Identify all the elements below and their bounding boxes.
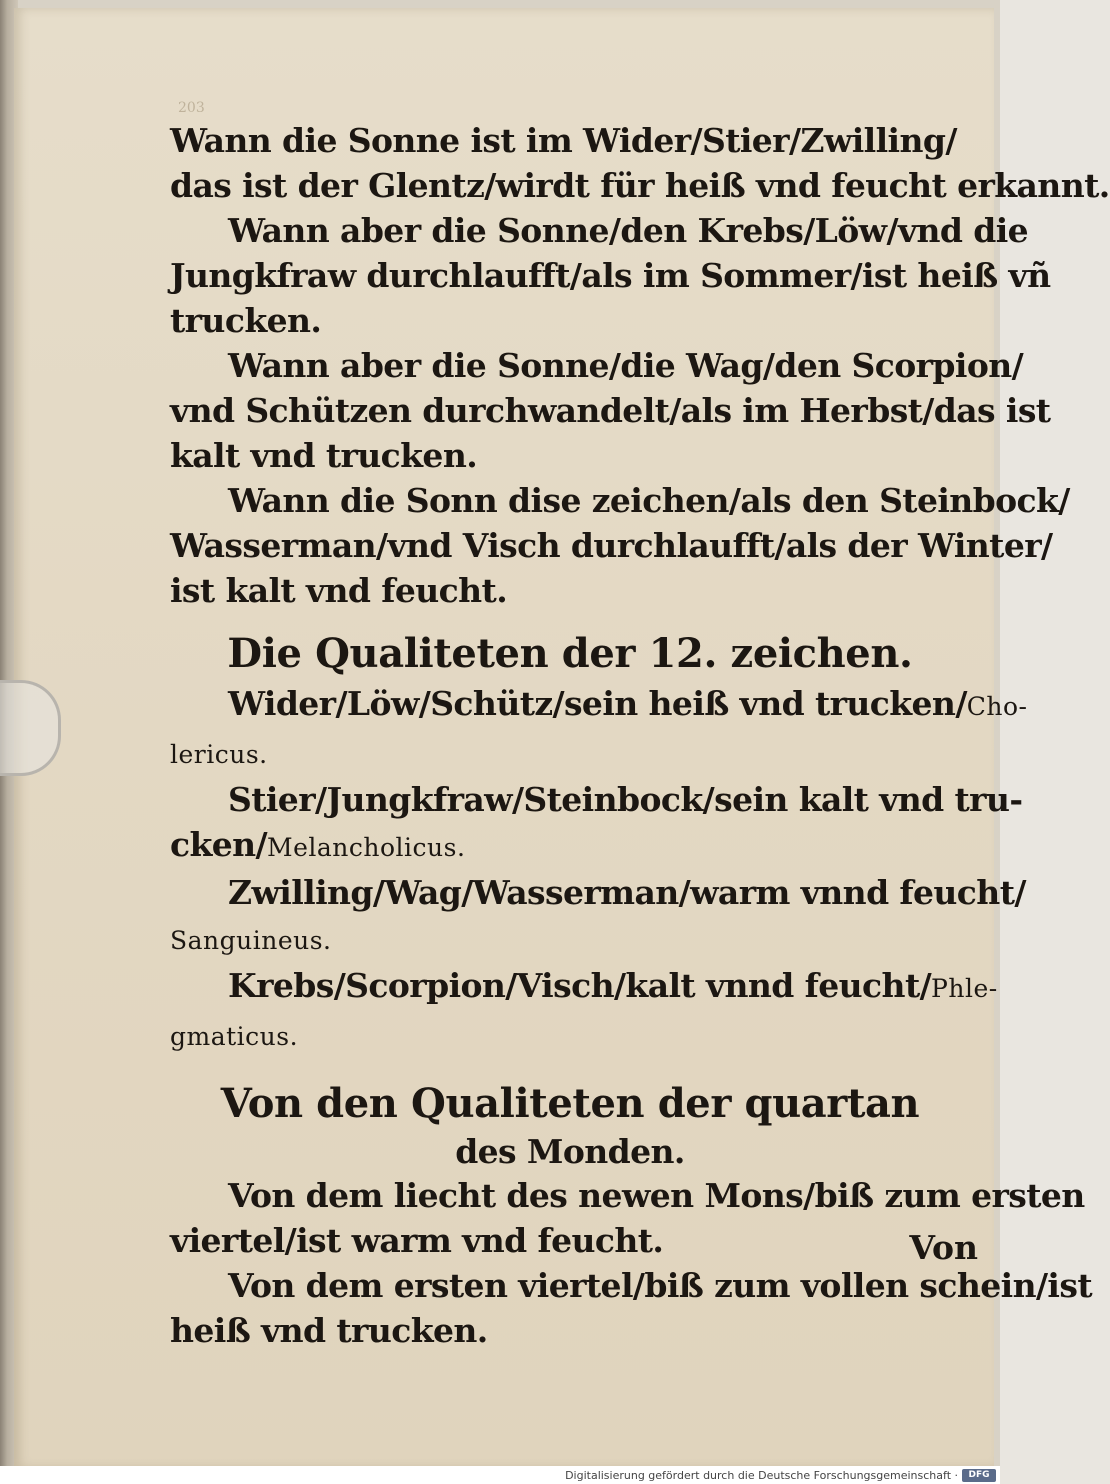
latin-term: Cho- [966, 692, 1028, 721]
text-line [170, 729, 970, 777]
latin-term: lericus. [170, 740, 268, 769]
text-line [170, 822, 970, 870]
text-line: Von dem liecht des newen Mons/biß zum ersten [228, 1176, 1085, 1215]
text-line: Wann aber die Sonne/die Wag/den Scorpion/ [228, 346, 1024, 385]
text-line: Wann aber die Sonne/den Krebs/Löw/vnd die [228, 211, 1029, 250]
text-line [170, 681, 1028, 729]
footer-bar [0, 1466, 1000, 1484]
text-fragment: cken/ [170, 825, 267, 864]
section-heading: Von den Qualiteten der quartan [220, 1080, 920, 1127]
text-line: Zwilling/Wag/Wasserman/warm vnnd feucht/ [228, 873, 1026, 912]
page-text [170, 118, 1110, 1353]
text-line: ist kalt vnd feucht. [170, 571, 508, 610]
text-line: Wann die Sonn dise zeichen/als den Steinbock/ [228, 481, 1070, 520]
text-line: Stier/Jungkfraw/Steinbock/sein kalt vnd tru- [228, 780, 1023, 819]
latin-term: Melancholicus. [267, 833, 466, 862]
footer-credit: Digitalisierung gefördert durch die Deutsche Forschungsgemeinschaft · [565, 1469, 958, 1482]
section-subheading: des Monden. [455, 1132, 685, 1171]
text-line: vnd Schützen durchwandelt/als im Herbst/das ist [170, 391, 1051, 430]
text-line: kalt vnd trucken. [170, 436, 478, 475]
catchword: Von [909, 1228, 978, 1267]
dfg-logo: DFG [962, 1469, 996, 1482]
latin-term: Phle- [931, 974, 998, 1003]
text-fragment: Wider/Löw/Schütz/sein heiß vnd trucken/ [228, 684, 967, 723]
text-line: trucken. [170, 301, 322, 340]
text-line [170, 963, 998, 1011]
text-line: Jungkfraw durchlaufft/als im Sommer/ist heiß vñ [170, 256, 1051, 295]
text-line: Wann die Sonne ist im Wider/Stier/Zwilling/ [170, 121, 957, 160]
text-line: das ist der Glentz/wirdt für heiß vnd feucht erkannt. [170, 166, 1110, 205]
latin-term: gmaticus. [170, 1022, 299, 1051]
text-line: viertel/ist warm vnd feucht. [170, 1221, 664, 1260]
text-line: Von dem ersten viertel/biß zum vollen schein/ist [228, 1266, 1092, 1305]
section-heading: Die Qualiteten der 12. zeichen. [227, 630, 913, 677]
text-fragment: Krebs/Scorpion/Visch/kalt vnnd feucht/ [228, 966, 932, 1005]
text-line: heiß vnd trucken. [170, 1311, 488, 1350]
text-line: Wasserman/vnd Visch durchlaufft/als der Winter/ [170, 526, 1053, 565]
latin-term: Sanguineus. [170, 926, 332, 955]
text-line [170, 1011, 970, 1059]
text-line [170, 915, 970, 963]
page-number: 203 [178, 100, 205, 116]
